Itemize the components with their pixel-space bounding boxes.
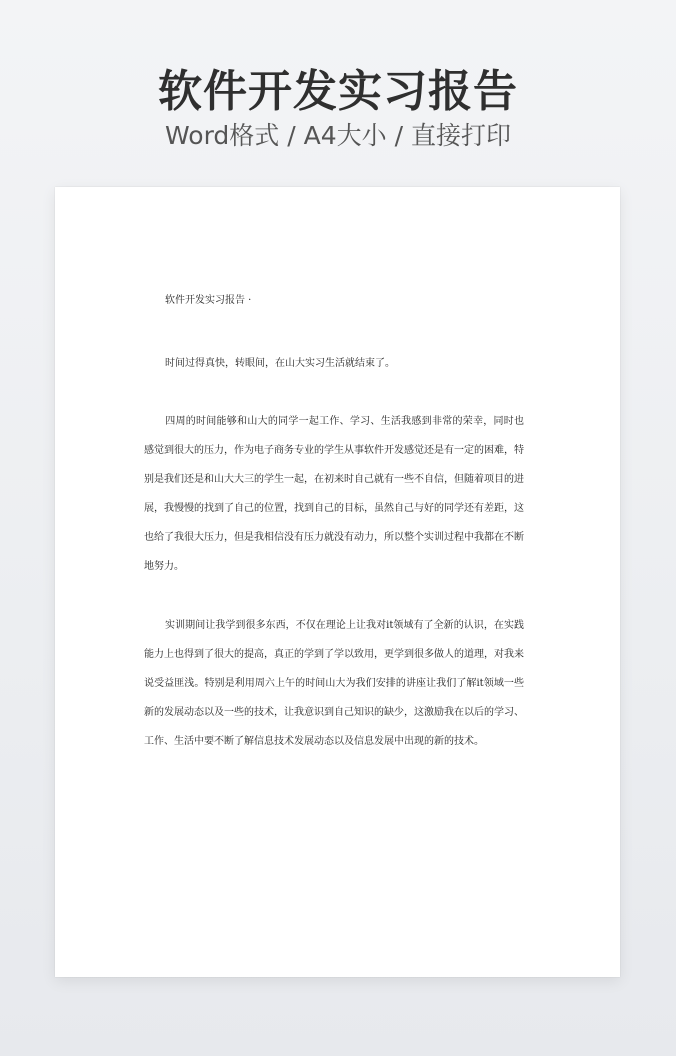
banner-subtitle: Word格式 / A4大小 / 直接打印 (165, 121, 511, 150)
paragraph-text: 四周的时间能够和山大的同学一起工作、学习、生活我感到非常的荣幸，同时也感觉到很大的压力，作为电子商务专业的学生从事软件开发感觉还是有一定的困难，特别是我们还是和山大大三的学生一起，在初来时自己就有一些不自信，但随着项目的进展，我慢慢的找到了自己的位置，找到自己的目标，虽然自己与好的同学还有差距，这也给了我很大压力，但是我相信没有压力就没有动力，所以整个实训过程中我都在不断地努力。 (144, 416, 524, 572)
document-paragraph (144, 611, 524, 756)
banner-title: 软件开发实习报告 (158, 66, 518, 117)
document-page (55, 187, 620, 977)
paragraph-text: 时间过得真快，转眼间，在山大实习生活就结束了。 (165, 358, 395, 369)
paragraph-text: 实训期间让我学到很多东西，不仅在理论上让我对it领域有了全新的认识，在实践能力上也得到了很大的提高，真正的学到了学以致用，更学到很多做人的道理，对我来说受益匪浅。特别是利用周六上午的时间山大为我们安排的讲座让我们了解it领域一些新的发展动态以及一些的技术，让我意识到自己知识的缺少，这激励我在以后的学习、工作、生活中要不断了解信息技术发展动态以及信息发展中出现的新的技术。 (144, 620, 524, 747)
document-paragraph (144, 349, 524, 378)
document-heading: 软件开发实习报告 · (165, 295, 252, 306)
document-paragraph (144, 407, 524, 581)
